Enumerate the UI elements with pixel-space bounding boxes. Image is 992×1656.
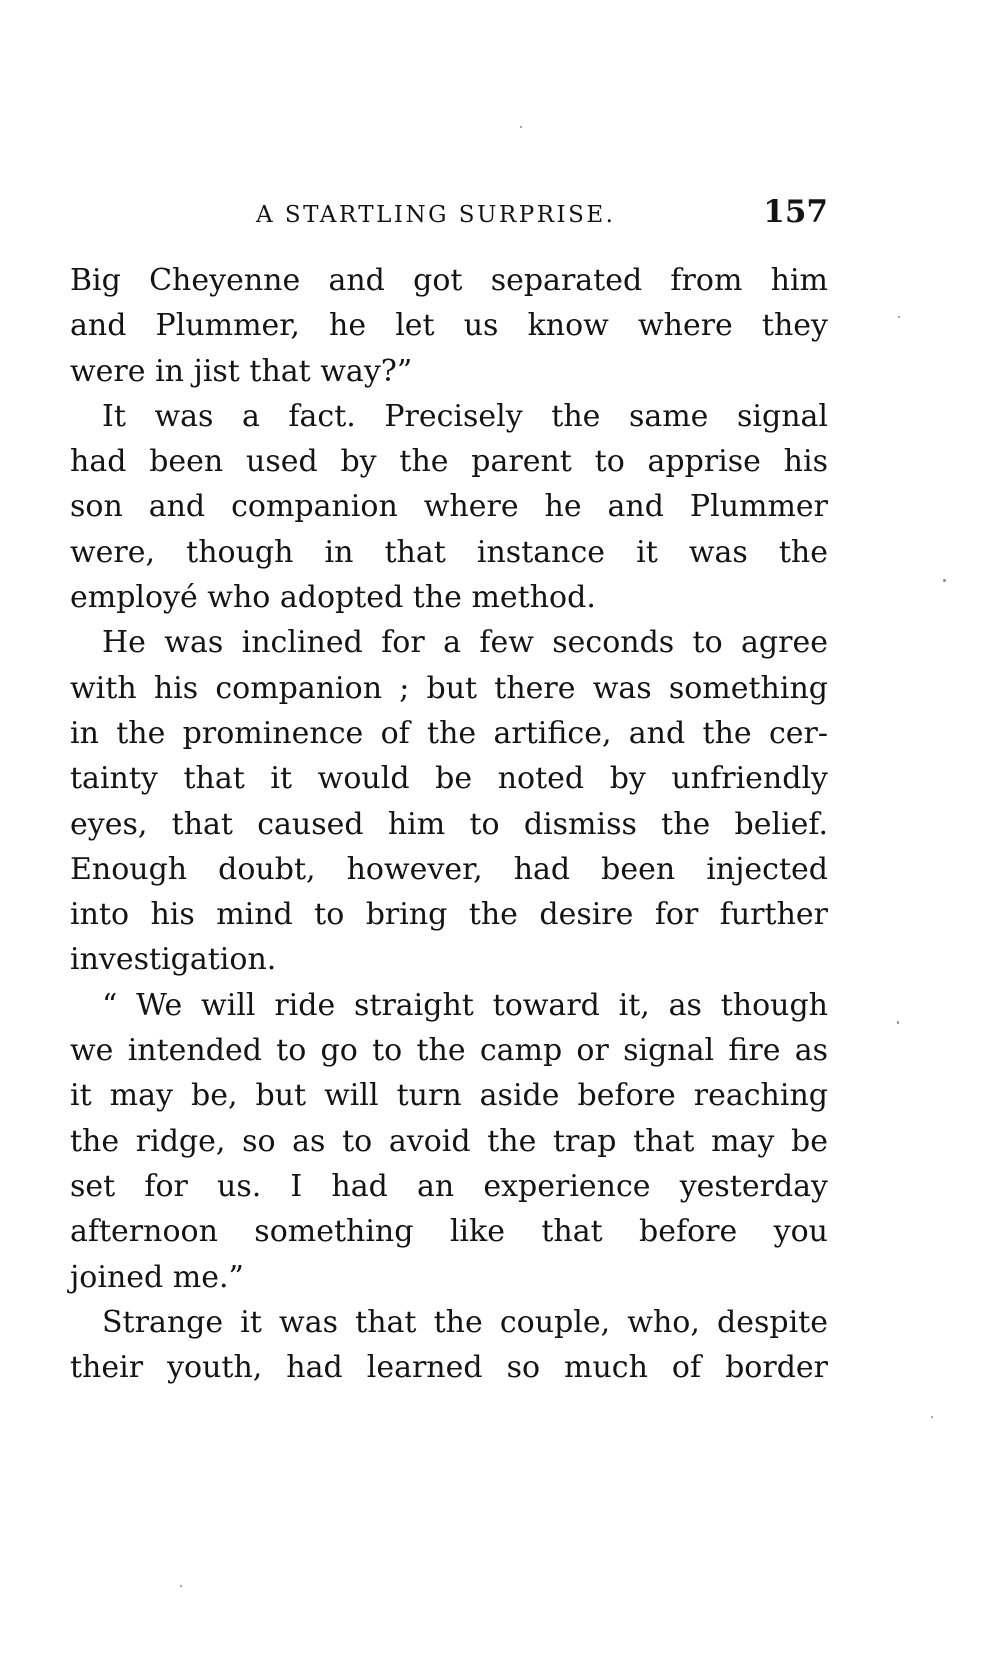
- text-line: son and companion where he and Plummer: [70, 489, 828, 525]
- text-line: we intended to go to the camp or signal fire as: [70, 1033, 828, 1069]
- text-line: in the prominence of the artifice, and the cer-: [70, 715, 828, 751]
- text-line: it may be, but will turn aside before reaching: [70, 1078, 828, 1114]
- running-title: A STARTLING SURPRISE.: [256, 202, 616, 228]
- text-line: were in jist that way?”: [70, 353, 413, 389]
- text-line: It was a fact. Precisely the same signal: [102, 398, 828, 434]
- text-line: into his mind to bring the desire for further: [70, 897, 828, 933]
- body-text: [70, 258, 828, 1390]
- text-line: afternoon something like that before you: [70, 1214, 828, 1250]
- text-line: tainty that it would be noted by unfriendly: [70, 761, 828, 797]
- running-head: [70, 194, 828, 234]
- text-line: eyes, that caused him to dismiss the belief.: [70, 806, 828, 842]
- text-line: had been used by the parent to apprise his: [70, 444, 828, 480]
- text-line: with his companion ; but there was something: [70, 670, 828, 706]
- scan-speck: [897, 1021, 899, 1024]
- text-line: and Plummer, he let us know where they: [70, 308, 828, 344]
- text-line: their youth, had learned so much of border: [70, 1350, 828, 1386]
- text-line: “ We will ride straight toward it, as though: [102, 987, 828, 1023]
- text-line: the ridge, so as to avoid the trap that may be: [70, 1123, 828, 1159]
- text-line: employé who adopted the method.: [70, 580, 596, 616]
- scan-speck: [520, 126, 522, 128]
- scan-speck: [931, 1416, 933, 1418]
- page-number: 157: [763, 194, 828, 230]
- text-line: investigation.: [70, 942, 277, 978]
- scan-speck: [943, 579, 946, 582]
- scan-speck: [180, 1585, 182, 1587]
- text-line: Strange it was that the couple, who, despite: [102, 1304, 828, 1340]
- text-line: were, though in that instance it was the: [70, 534, 828, 570]
- text-line: Big Cheyenne and got separated from him: [70, 263, 828, 298]
- text-line: He was inclined for a few seconds to agree: [102, 625, 828, 661]
- scan-speck: [898, 316, 900, 318]
- text-line: set for us. I had an experience yesterday: [70, 1168, 828, 1204]
- text-line: joined me.”: [70, 1259, 244, 1295]
- text-line: Enough doubt, however, had been injected: [70, 851, 828, 887]
